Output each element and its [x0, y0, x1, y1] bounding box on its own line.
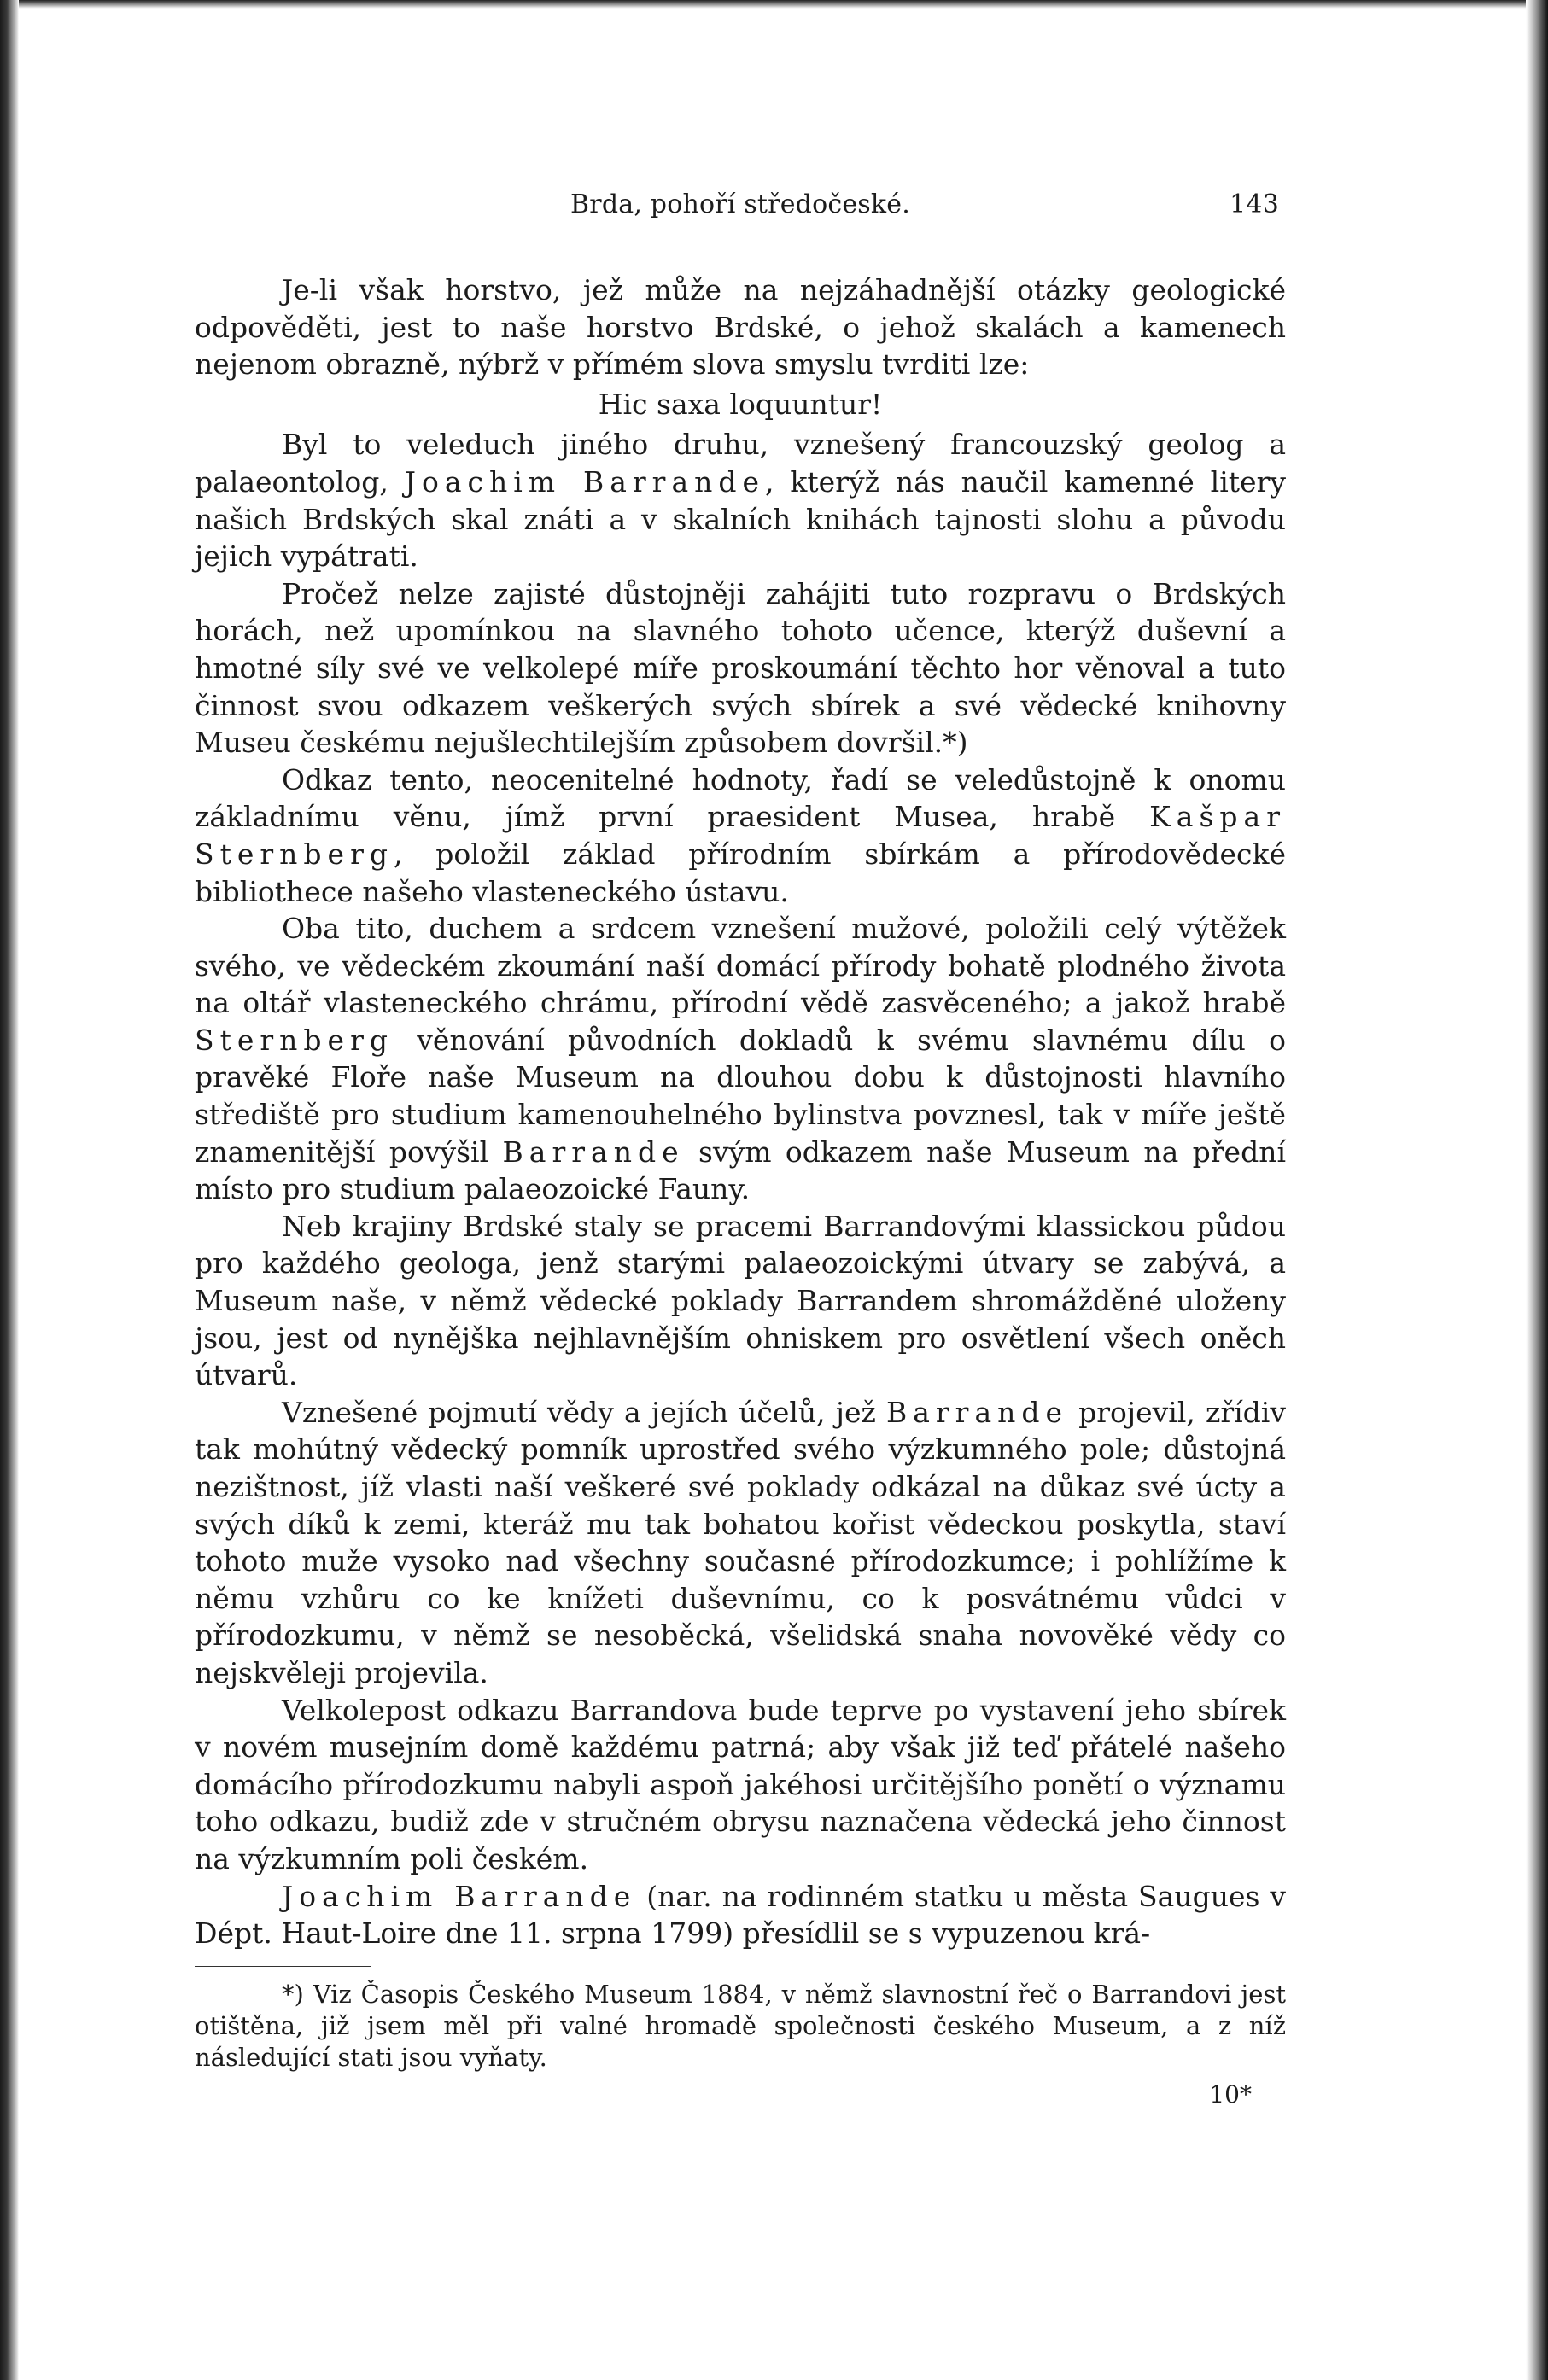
- footnote-rule: [195, 1966, 371, 1967]
- spaced-name: Joachim Barrande: [404, 464, 766, 499]
- paragraph-text: Velkolepost odkazu Barrandova bude teprve po vystavení jeho sbírek v novém musejním domě každému patrná; aby však již teď přátelé našeho domácího přírodozkumu nabyli aspoň jakéhosi určitějšího ponětí o významu toho odkazu, budiž zde v stručném obrysu naznačena vědecká jeho činnost na výzkumním poli českém.: [195, 1693, 1286, 1875]
- paragraph-text: projevil, zřídiv tak mohútný vědecký pomník uprostřed svého výzkumného pole; důstojná nezištnost, jíž vlasti naší veškeré své poklady odkázal na důkaz své úcty a svých díků k zemi, kteráž mu tak bohatou kořist vědeckou poskytla, staví tohoto muže vysoko nad všechny současné přírodozkumce; i pohlížíme k němu vzhůru co ke knížeti duševnímu, co k posvátnému vůdci v přírodozkumu, v němž se nesoběcká, všelidská snaha novověké vědy co nejskvěleji projevila.: [195, 1395, 1286, 1689]
- running-head: [195, 190, 1286, 227]
- paragraph-text: věnování původních dokladů k svému slavnému dílu o pravěké Floře naše Museum na dlouhou dobu k důstojnosti hlavního střediště pro studium kamenouhelného bylinstva povznesl, tak v míře ještě znamenitější povýšil: [195, 1023, 1286, 1169]
- page-number: 143: [1230, 190, 1279, 219]
- paragraph-text: Pročež nelze zajisté důstojněji zahájiti tuto rozpravu o Brdských horách, než upomínkou na slavného tohoto učence, kterýž duševní a hmotné síly své ve velkolepé míře proskoumání těchto hor věnoval a tuto činnost svou odkazem veškerých svých sbírek a své vědecké knihovny Museu českému nejušlechtilejším způsobem dovršil.*): [195, 576, 1286, 760]
- scan-edge-right: [1526, 0, 1548, 2380]
- paragraph-text: svým odkazem naše Museum na přední místo pro studium palaeozoické Fauny.: [195, 1135, 1286, 1206]
- paragraph-text: Byl to veleduch jiného druhu, vznešený francouzský geolog a palaeontolog,: [195, 428, 1286, 499]
- quote-line: [195, 386, 1286, 423]
- running-head-title: Brda, pohoří středočeské.: [570, 190, 910, 219]
- paragraph-text: (nar. na rodinném statku u města Saugues v Dépt. Haut-Loire dne 11. srpna 1799) přesídlil se s vypuzenou krá-: [195, 1879, 1286, 1951]
- paragraph: [195, 761, 1286, 910]
- spaced-name: Kašpar Sternberg: [195, 800, 1286, 871]
- paragraph-text: Neb krajiny Brdské staly se pracemi Barrandovými klassickou půdou pro každého geologa, jenž starými palaeozoickými útvary se zabývá, a Museum naše, v němž vědecké poklady Barrandem shromážděné uloženy jsou, jest od nynějška nejhlavnějším ohniskem pro osvětlení všech oněch útvarů.: [195, 1209, 1286, 1392]
- paragraph: [195, 1692, 1286, 1878]
- spaced-name: Barrande: [885, 1395, 1069, 1429]
- paragraph: [195, 271, 1286, 383]
- paragraph: [195, 575, 1286, 761]
- paragraph-text: Odkaz tento, neocenitelné hodnoty, řadí se veledůstojně k onomu základnímu věnu, jímž první praesident Musea, hrabě: [195, 762, 1286, 834]
- paragraph-text: , položil základ přírodním sbírkám a přírodovědecké bibliothece našeho vlasteneckého ústavu.: [195, 837, 1286, 908]
- scan-edge-left: [0, 0, 19, 2380]
- signature-mark: 10*: [1209, 2080, 1252, 2109]
- paragraph: [195, 910, 1286, 1208]
- body-text: [195, 271, 1286, 1952]
- book-page: [195, 190, 1286, 2109]
- paragraph-text: Oba tito, duchem a srdcem vznešení mužové, položili celý výtěžek svého, ve vědeckém zkoumání naší domácí přírody bohatě plodného života na oltář vlasteneckého chrámu, přírodní vědě zasvěceného; a jakož hrabě: [195, 912, 1286, 1020]
- paragraph-text: Je-li však horstvo, jež může na nejzáhadnější otázky geologické odpověděti, jest to naše horstvo Brdské, o jehož skalách a kamenech nejenom obrazně, nýbrž v přímém slova smyslu tvrditi lze:: [195, 273, 1286, 382]
- footnote: *) Viz Časopis Českého Museum 1884, v němž slavnostní řeč o Barrandovi jest otištěna, již jsem měl při valné hromadě společnosti českého Museum, a z níž následující stati jsou vyňaty.: [195, 1979, 1286, 2072]
- paragraph: [195, 426, 1286, 575]
- paragraph-text: Vznešené pojmutí vědy a jejích účelů, jež: [282, 1395, 886, 1429]
- scan-edge-top: [0, 0, 1548, 9]
- paragraph: [195, 1208, 1286, 1394]
- paragraph: [195, 1394, 1286, 1692]
- spaced-name: Joachim Barrande: [282, 1879, 637, 1913]
- paragraph: [195, 1878, 1286, 1952]
- spaced-name: Sternberg: [195, 1023, 394, 1057]
- spaced-name: Barrande: [502, 1135, 685, 1169]
- paragraph-text: , kterýž nás naučil kamenné litery našich Brdských skal znáti a v skalních knihách tajnosti slohu a původu jejich vypátrati.: [195, 464, 1286, 574]
- quote-text: Hic saxa loquuntur!: [598, 387, 883, 421]
